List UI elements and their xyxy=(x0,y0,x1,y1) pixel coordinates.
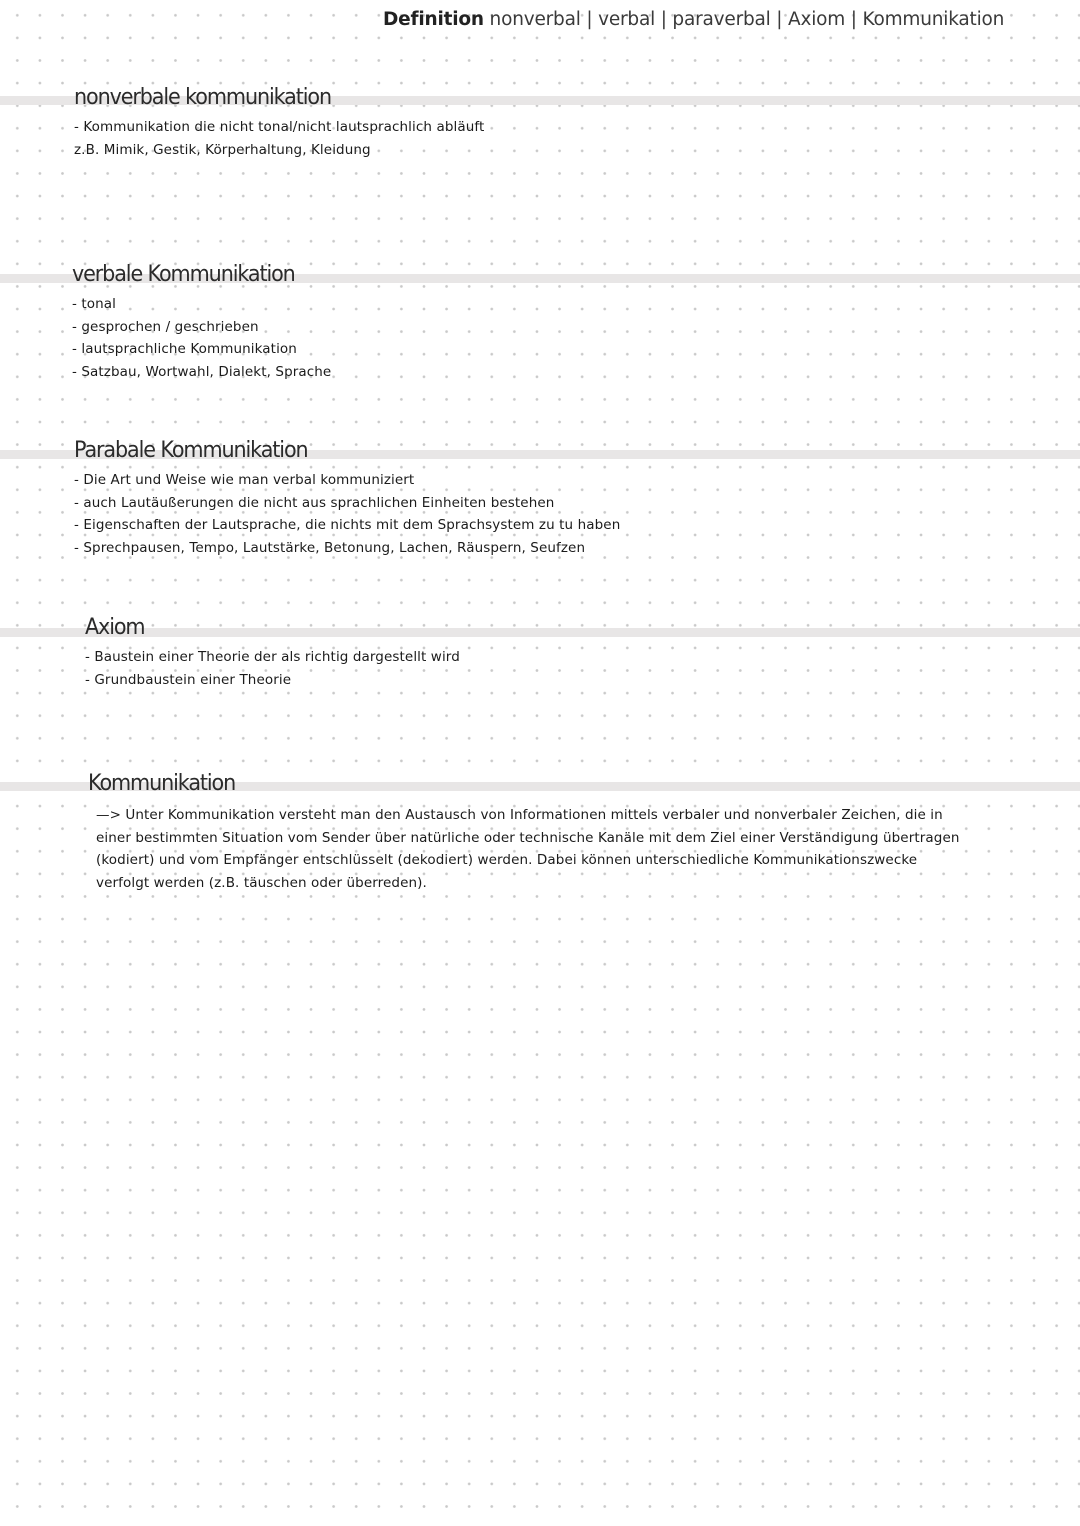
paragraph-kommunikation xyxy=(96,804,1016,895)
list-item: - gesprochen / geschrieben xyxy=(72,318,259,335)
paragraph-line: (kodiert) und vom Empfänger entschlüsselt (dekodiert) werden. Dabei können unterschiedliche Kommunikationszwecke xyxy=(96,852,918,869)
list-item: - Grundbaustein einer Theorie xyxy=(85,671,292,688)
heading-paraverbal: Parabale Kommunikation xyxy=(74,437,308,463)
list-item: - lautsprachliche Kommunikation xyxy=(72,341,297,358)
list-nonverbal xyxy=(74,116,484,161)
list-verbal xyxy=(72,293,331,384)
heading-nonverbal: nonverbale kommunikation xyxy=(74,84,331,110)
heading-axiom: Axiom xyxy=(85,614,145,640)
list-item: - Kommunikation die nicht tonal/nicht lautsprachlich abläuft xyxy=(74,119,485,135)
list-item: - Sprechpausen, Tempo, Lautstärke, Betonung, Lachen, Räuspern, Seufzen xyxy=(74,540,586,557)
list-item: - Satzbau, Wortwahl, Dialekt, Sprache xyxy=(72,364,332,381)
paragraph-line: —> Unter Kommunikation versteht man den Austausch von Informationen mittels verbaler und nonverbaler Zeichen, die in xyxy=(96,807,943,823)
list-item: - Baustein einer Theorie der als richtig dargestellt wird xyxy=(85,649,460,665)
heading-kommunikation: Kommunikation xyxy=(88,770,236,796)
section-band-axiom xyxy=(0,628,1080,637)
list-item: - Eigenschaften der Lautsprache, die nichts mit dem Sprachsystem zu tu haben xyxy=(74,517,621,534)
paragraph-line: einer bestimmten Situation vom Sender über natürliche oder technische Kanäle mit dem Ziel einer Verständigung übertragen xyxy=(96,829,960,846)
heading-verbal: verbale Kommunikation xyxy=(72,261,295,287)
list-item: z.B. Mimik, Gestik, Körperhaltung, Kleidung xyxy=(74,141,371,158)
list-item: - tonal xyxy=(72,296,116,312)
list-axiom xyxy=(85,646,460,691)
header-title-topics: nonverbal | verbal | paraverbal | Axiom | Kommunikation xyxy=(483,9,1005,30)
page-header xyxy=(383,9,1004,30)
header-title-bold: Definition xyxy=(383,9,484,30)
paragraph-line: verfolgt werden (z.B. täuschen oder überreden). xyxy=(96,875,427,892)
list-item: - auch Lautäußerungen die nicht aus sprachlichen Einheiten bestehen xyxy=(74,494,555,511)
list-paraverbal xyxy=(74,469,620,560)
list-item: - Die Art und Weise wie man verbal kommuniziert xyxy=(74,472,415,488)
